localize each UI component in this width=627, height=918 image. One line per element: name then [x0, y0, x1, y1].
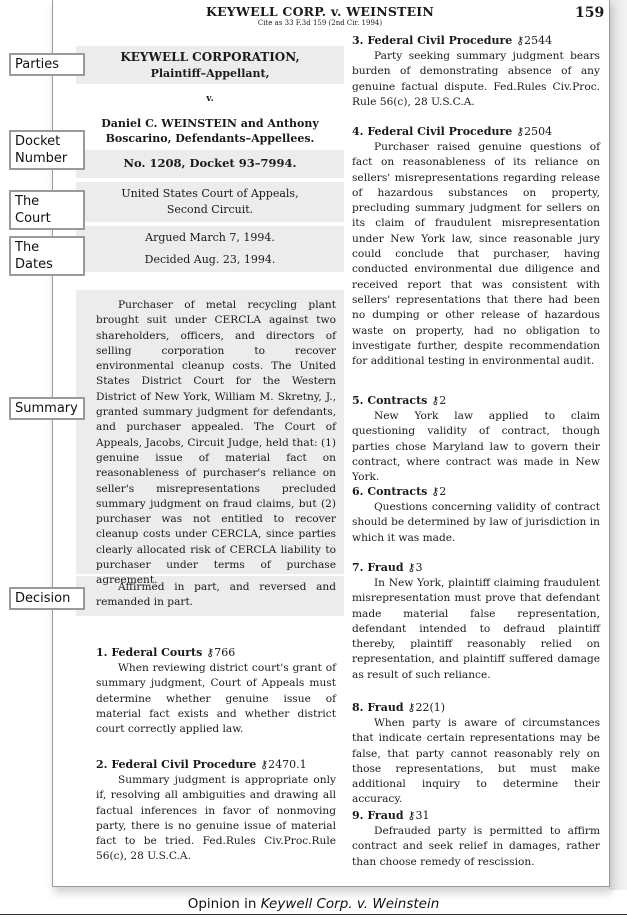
headnote-title: 6. Contracts — [352, 485, 428, 498]
key-number-icon: ⚷2 — [431, 485, 447, 498]
label-summary: Summary — [9, 397, 85, 420]
headnote-2 — [96, 757, 336, 865]
headnote-title: 9. Fraud — [352, 809, 404, 822]
page-number: 159 — [575, 5, 605, 21]
key-number-icon: ⚷22(1) — [407, 701, 446, 714]
key-number-icon: ⚷2470.1 — [260, 758, 307, 771]
headnote-4 — [352, 124, 600, 369]
page-frame-edge — [609, 0, 627, 890]
decision-text: Affirmed in part, and reversed and remanded in part. — [96, 581, 336, 609]
headnote-body: Questions concerning validity of contract should be determined by law of jurisdiction in which it was made. — [352, 501, 600, 544]
key-number-icon: ⚷2504 — [516, 125, 553, 138]
headnote-title: 5. Contracts — [352, 394, 428, 407]
headnote-3 — [352, 33, 600, 110]
docket-number: No. 1208, Docket 93–7994. — [123, 156, 297, 170]
headnote-1 — [96, 645, 336, 737]
key-number-icon: ⚷31 — [407, 809, 430, 822]
headnote-title: 8. Fraud — [352, 701, 404, 714]
key-number-icon: ⚷2544 — [516, 34, 553, 47]
citation: Cite as 33 F.3d 159 (2nd Cir. 1994) — [257, 19, 383, 27]
headnote-title: 1. Federal Courts — [96, 646, 203, 659]
key-number-icon: ⚷2 — [431, 394, 447, 407]
case-summary: Purchaser of metal recycling plant brought suit under CERCLA against two shareholders, officers, and directors of selling corporation to recover environmental cleanup costs. The United States District Court for the Western District of New York, William M. Skretny, J., granted summary judgment for defendants, and purchaser appealed. The Court of Appeals, Jacobs, Circuit Judge, held that: (1) genuine issue of material fact on reasonableness of purchaser's reliance on seller's misrepresentations precluded summary judgment on fraud claims, but (2) purchaser was not entitled to recover cleanup costs under CERCLA, since parties clearly allocated risk of CERCLA liability to purchaser under terms of purchase agreement. — [96, 299, 336, 587]
caption-rule — [0, 914, 627, 915]
court-line-2: Second Circuit. — [166, 203, 254, 216]
label-docket-number: Docket Number — [9, 130, 85, 170]
caption-case-name: Keywell Corp. v. Weinstein — [260, 896, 440, 912]
headnote-body: Defrauded party is permitted to affirm contract and seek relief in damages, rather than choose remedy of rescission. — [352, 825, 600, 868]
key-number-icon: ⚷766 — [206, 646, 236, 659]
headnote-body: When reviewing district court's grant of summary judgment, Court of Appeals must determine whether genuine issue of material fact exists and whether district court correctly applied law. — [96, 662, 336, 736]
headnote-8 — [352, 700, 600, 808]
defendants-line-1: Daniel C. WEINSTEIN and Anthony — [101, 117, 319, 130]
headnote-9 — [352, 808, 600, 870]
decided-date: Decided Aug. 23, 1994. — [144, 253, 276, 266]
plaintiff-name: KEYWELL CORPORATION, — [120, 50, 300, 64]
figure-caption — [0, 896, 627, 912]
plaintiff-role: Plaintiff–Appellant, — [150, 67, 270, 80]
headnote-7 — [352, 560, 600, 683]
label-the-court: The Court — [9, 190, 85, 230]
caption-prefix: Opinion in — [187, 896, 261, 912]
headnote-body: Summary judgment is appropriate only if, resolving all ambiguities and drawing all factual inferences in favor of nonmoving party, there is no genuine issue of material fact to be tried. Fed.Rules Civ.Proc.Rule 56(c), 28 U.S.C.A. — [96, 774, 336, 863]
headnote-title: 2. Federal Civil Procedure — [96, 758, 257, 771]
defendants-line-2: Boscarino, Defendants–Appellees. — [105, 132, 315, 145]
headnote-5 — [352, 393, 600, 485]
label-parties: Parties — [9, 53, 85, 76]
versus: v. — [206, 94, 214, 104]
label-decision: Decision — [9, 587, 85, 610]
headnote-title: 3. Federal Civil Procedure — [352, 34, 513, 47]
running-title: KEYWELL CORP. v. WEINSTEIN — [206, 4, 434, 19]
court-line-1: United States Court of Appeals, — [121, 187, 299, 200]
headnote-body: New York law applied to claim questioning validity of contract, though parties chose Maryland law to govern their contract, where contract was made in New York. — [352, 410, 600, 484]
headnote-body: Party seeking summary judgment bears burden of demonstrating absence of any genuine factual dispute. Fed.Rules Civ.Proc. Rule 56(c), 28 U.S.C.A. — [352, 50, 600, 108]
key-number-icon: ⚷3 — [407, 561, 423, 574]
argued-date: Argued March 7, 1994. — [145, 231, 275, 244]
headnote-body: Purchaser raised genuine questions of fact on reasonableness of its reliance on sellers' misrepresentations regarding release of hazardous substances on property, precluding summary judgment for sellers on its claim of fraudulent misrepresentation under New York law, since reasonable jury could conclude that purchaser, having conducted environmental due diligence and received report that was consistent with sellers' representations that there had been no dumping or other release of hazardous waste on property, had no obligation to investigate further, despite recommendation for additional testing in environmental audit. — [352, 141, 600, 368]
headnote-6 — [352, 484, 600, 546]
headnote-title: 4. Federal Civil Procedure — [352, 125, 513, 138]
headnote-body: When party is aware of circumstances that indicate certain representations may be false, that party cannot reasonably rely on those representations, but must make additional inquiry to determine their accuracy. — [352, 717, 600, 806]
label-the-dates: The Dates — [9, 236, 85, 276]
headnote-title: 7. Fraud — [352, 561, 404, 574]
running-head — [190, 4, 450, 27]
headnote-body: In New York, plaintiff claiming fraudulent misrepresentation must prove that defendant made material false representation, defendant intended to defraud plaintiff thereby, plaintiff reasonably relied on representation, and plaintiff suffered damage as result of such reliance. — [352, 577, 600, 681]
